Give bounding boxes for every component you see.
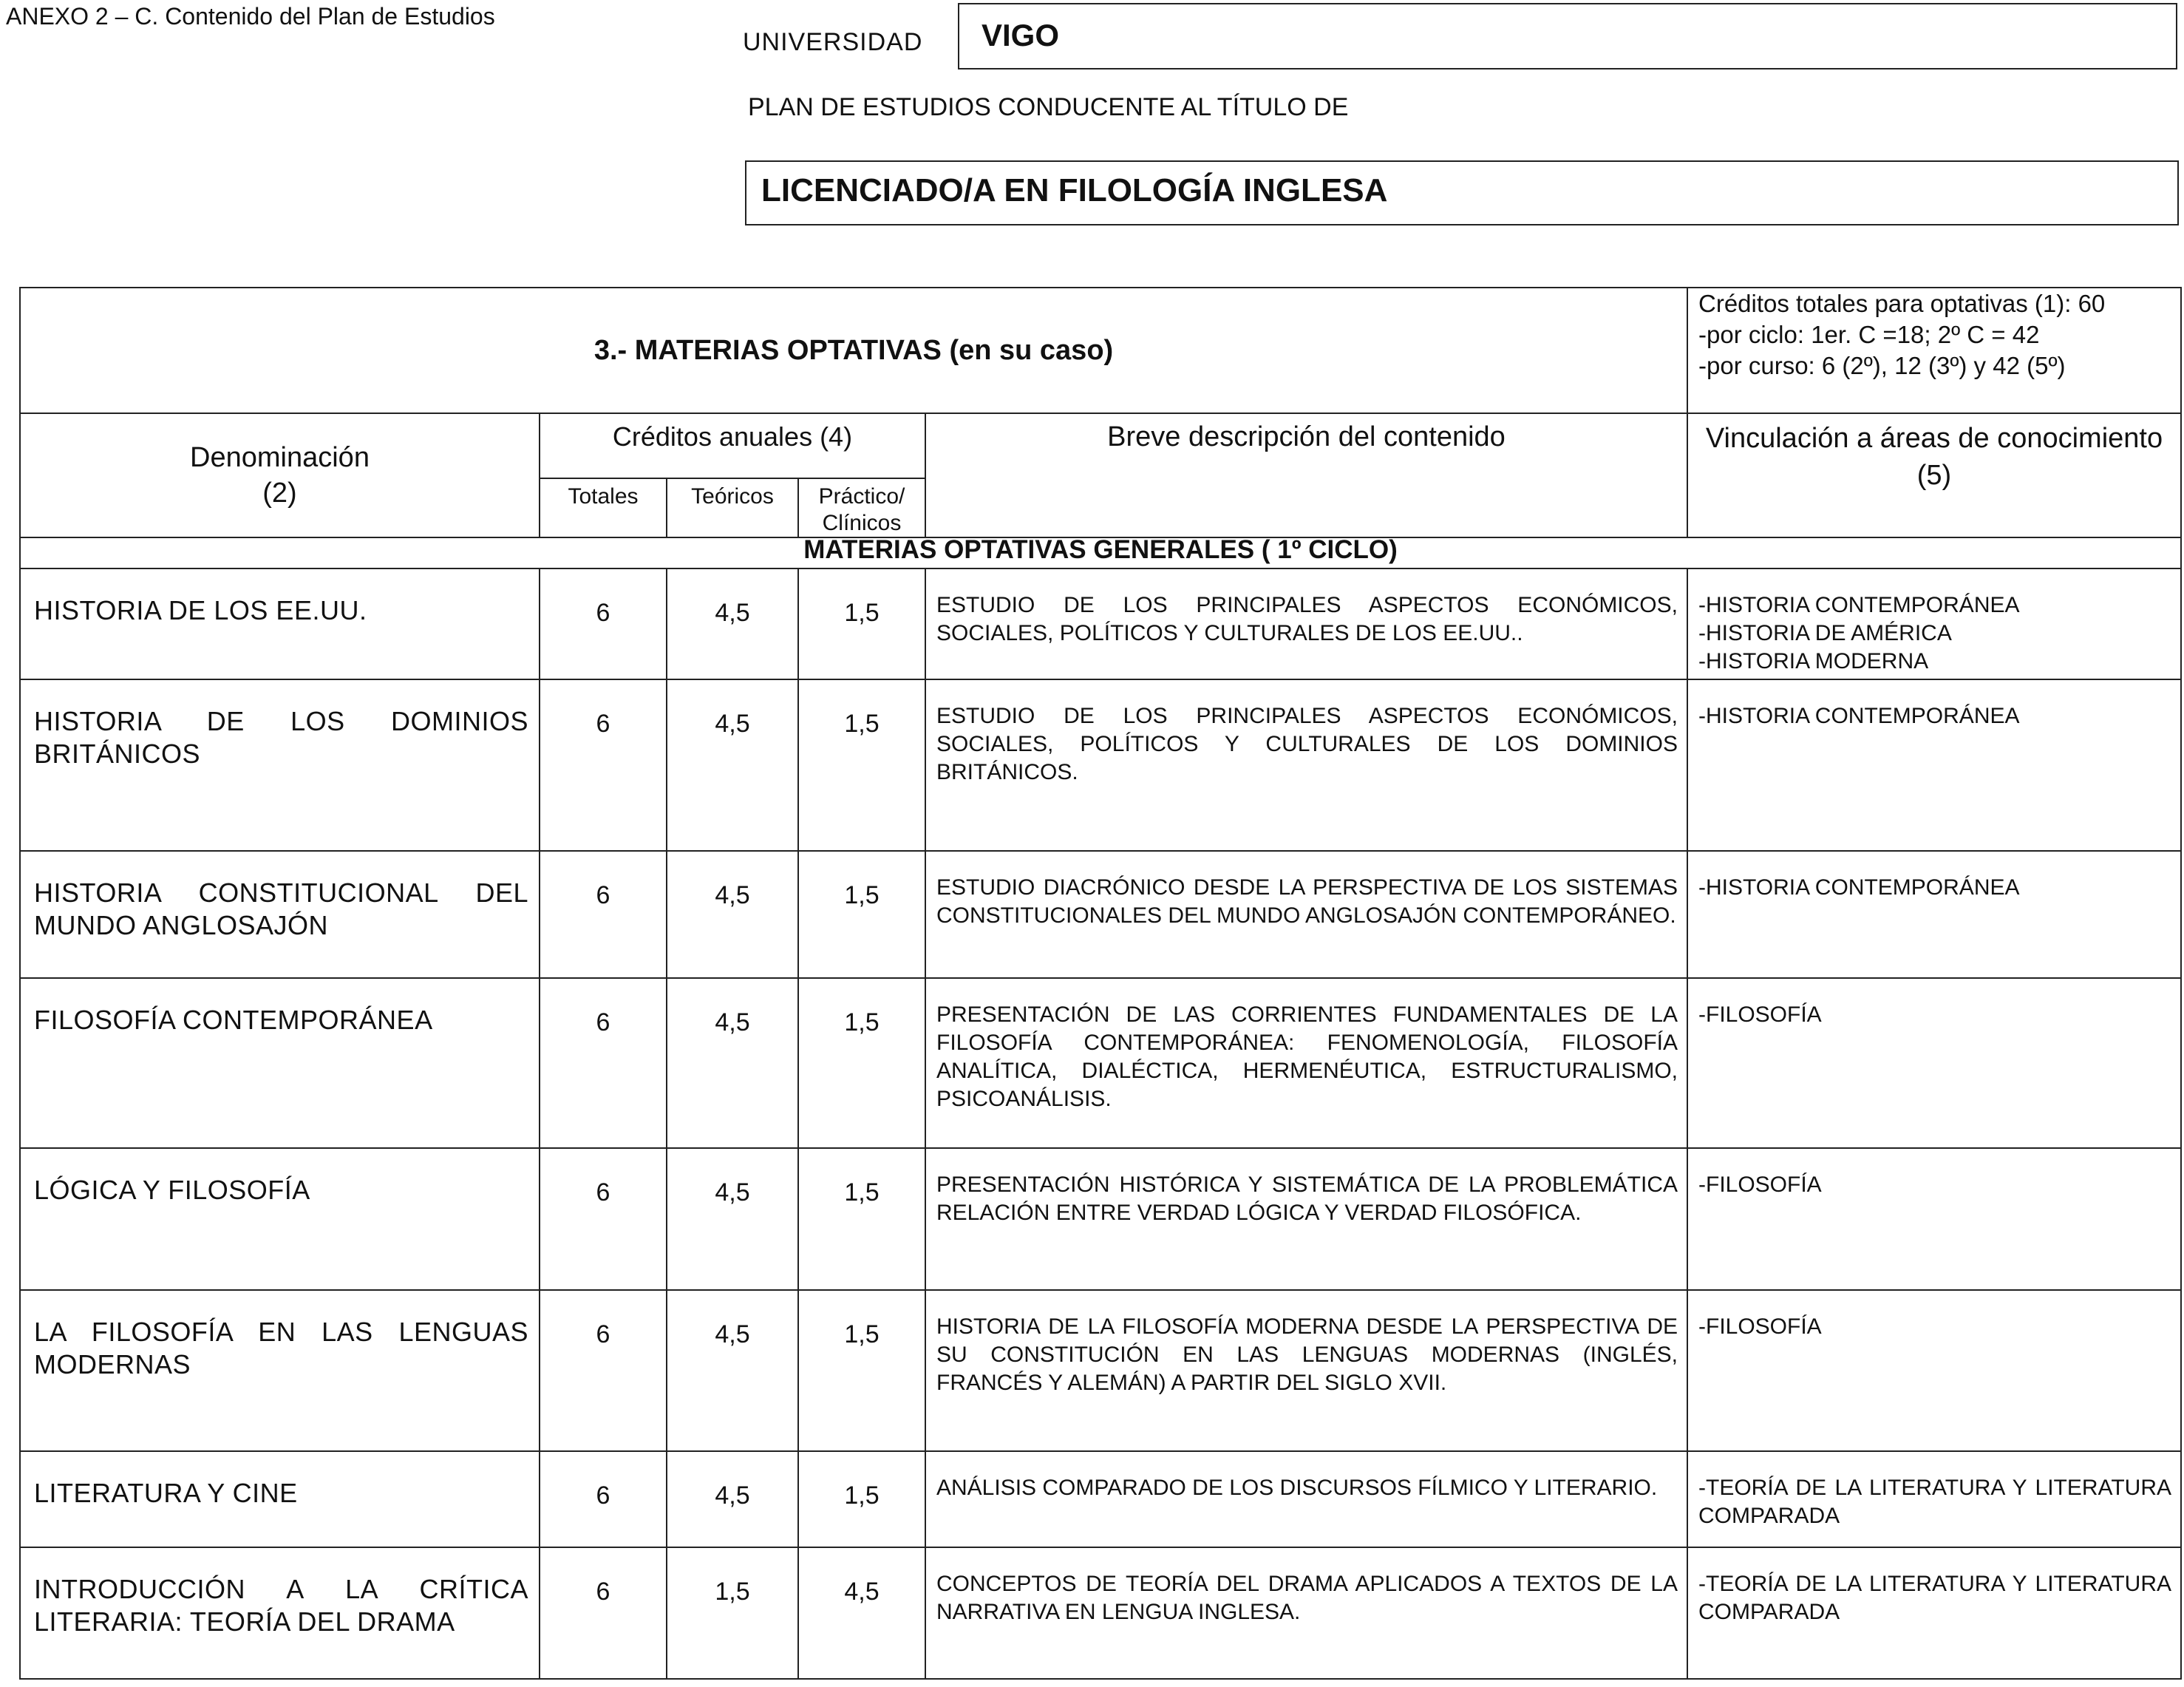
table-row [20,1547,2181,1679]
credits-practice: 1,5 [798,1290,925,1451]
credits-practice: 1,5 [798,851,925,978]
credits-total: 6 [540,1451,667,1547]
optativas-table [19,287,2182,1680]
section-title: 3.- MATERIAS OPTATIVAS (en su caso) [20,288,1687,413]
degree-title: LICENCIADO/A EN FILOLOGÍA INGLESA [745,160,2179,225]
subject-description: ESTUDIO DIACRÓNICO DESDE LA PERSPECTIVA DE LOS SISTEMAS CONSTITUCIONALES DEL MUNDO ANGLOSAJÓN CONTEMPORÁNEO. [925,851,1687,978]
table-row [20,568,2181,679]
credits-practice: 1,5 [798,679,925,851]
subject-name: HISTORIA DE LOS EE.UU. [20,568,540,679]
denominacion-note: (2) [262,478,297,509]
subject-description: HISTORIA DE LA FILOSOFÍA MODERNA DESDE LA PERSPECTIVA DE SU CONSTITUCIÓN EN LAS LENGUAS MODERNAS (INGLÉS, FRANCÉS Y ALEMÁN) A PARTIR DEL SIGLO XVII. [925,1290,1687,1451]
credit-totals-line: -por ciclo: 1er. C =18; 2º C = 42 [1698,321,2040,348]
knowledge-area: -HISTORIA DE AMÉRICA [1698,621,1952,645]
credits-theory: 4,5 [667,978,798,1148]
knowledge-area: -TEORÍA DE LA LITERATURA Y LITERATURA COMPARADA [1698,1476,2171,1528]
column-header-row [20,413,2181,478]
credits-theory: 4,5 [667,568,798,679]
knowledge-area: -TEORÍA DE LA LITERATURA Y LITERATURA COMPARADA [1698,1572,2171,1624]
plan-line: PLAN DE ESTUDIOS CONDUCENTE AL TÍTULO DE [748,93,1349,121]
knowledge-area: -HISTORIA CONTEMPORÁNEA [1698,875,2020,900]
subject-name: HISTORIA CONSTITUCIONAL DEL MUNDO ANGLOSAJÓN [20,851,540,978]
knowledge-areas [1687,851,2181,978]
credits-practice: 1,5 [798,1451,925,1547]
knowledge-area: -FILOSOFÍA [1698,1172,1822,1197]
credit-totals-line: Créditos totales para optativas (1): 60 [1698,290,2106,317]
subject-name: FILOSOFÍA CONTEMPORÁNEA [20,978,540,1148]
credits-theory: 4,5 [667,1148,798,1290]
table-row [20,1290,2181,1451]
annex-label: ANEXO 2 – C. Contenido del Plan de Estudios [6,3,495,30]
credits-practice: 4,5 [798,1547,925,1679]
table-row [20,679,2181,851]
knowledge-areas [1687,1148,2181,1290]
knowledge-areas [1687,679,2181,851]
credits-practice: 1,5 [798,1148,925,1290]
group-row [20,537,2181,568]
knowledge-areas [1687,1290,2181,1451]
credits-theory: 1,5 [667,1547,798,1679]
table-row [20,978,2181,1148]
credit-totals [1687,288,2181,413]
knowledge-areas [1687,568,2181,679]
credits-total: 6 [540,1547,667,1679]
knowledge-area: -HISTORIA MODERNA [1698,649,1929,673]
table-row [20,1148,2181,1290]
knowledge-area: -HISTORIA CONTEMPORÁNEA [1698,593,2020,617]
subject-name: LÓGICA Y FILOSOFÍA [20,1148,540,1290]
practicos-header: Práctico/ Clínicos [798,478,925,537]
subject-description: ANÁLISIS COMPARADO DE LOS DISCURSOS FÍLMICO Y LITERARIO. [925,1451,1687,1547]
subject-description: ESTUDIO DE LOS PRINCIPALES ASPECTOS ECONÓMICOS, SOCIALES, POLÍTICOS Y CULTURALES DE LOS DOMINIOS BRITÁNICOS. [925,679,1687,851]
section-header-row [20,288,2181,413]
denominacion-header [20,413,540,537]
subject-name: HISTORIA DE LOS DOMINIOS BRITÁNICOS [20,679,540,851]
credits-total: 6 [540,978,667,1148]
knowledge-area: -FILOSOFÍA [1698,1002,1822,1027]
subject-description: PRESENTACIÓN DE LAS CORRIENTES FUNDAMENTALES DE LA FILOSOFÍA CONTEMPORÁNEA: FENOMENOLOGÍA, FILOSOFÍA ANALÍTICA, DIALÉCTICA, HERMENÉUTICA, ESTRUCTURALISMO, PSICOANÁLISIS. [925,978,1687,1148]
subject-name: LITERATURA Y CINE [20,1451,540,1547]
credits-total: 6 [540,1148,667,1290]
subject-description: ESTUDIO DE LOS PRINCIPALES ASPECTOS ECONÓMICOS, SOCIALES, POLÍTICOS Y CULTURALES DE LOS EE.UU.. [925,568,1687,679]
universidad-name: VIGO [958,3,2177,69]
vinculacion-header: Vinculación a áreas de conocimiento (5) [1687,413,2181,537]
credits-total: 6 [540,851,667,978]
knowledge-area: -FILOSOFÍA [1698,1314,1822,1339]
subject-name: INTRODUCCIÓN A LA CRÍTICA LITERARIA: TEORÍA DEL DRAMA [20,1547,540,1679]
subject-name: LA FILOSOFÍA EN LAS LENGUAS MODERNAS [20,1290,540,1451]
credits-total: 6 [540,1290,667,1451]
table-row [20,851,2181,978]
credits-theory: 4,5 [667,1290,798,1451]
teoricos-header: Teóricos [667,478,798,537]
denominacion-label: Denominación [190,442,370,473]
descripcion-header: Breve descripción del contenido [925,413,1687,537]
subject-description: PRESENTACIÓN HISTÓRICA Y SISTEMÁTICA DE LA PROBLEMÁTICA RELACIÓN ENTRE VERDAD LÓGICA Y VERDAD FILOSÓFICA. [925,1148,1687,1290]
knowledge-areas [1687,1547,2181,1679]
credit-totals-line: -por curso: 6 (2º), 12 (3º) y 42 (5º) [1698,352,2066,379]
knowledge-areas [1687,978,2181,1148]
universidad-label: UNIVERSIDAD [743,28,923,56]
credits-theory: 4,5 [667,1451,798,1547]
credits-practice: 1,5 [798,568,925,679]
credits-total: 6 [540,568,667,679]
totales-header: Totales [540,478,667,537]
credits-theory: 4,5 [667,851,798,978]
creditos-header: Créditos anuales (4) [540,413,925,478]
knowledge-areas [1687,1451,2181,1547]
subject-description: CONCEPTOS DE TEORÍA DEL DRAMA APLICADOS A TEXTOS DE LA NARRATIVA EN LENGUA INGLESA. [925,1547,1687,1679]
credits-total: 6 [540,679,667,851]
group-label: MATERIAS OPTATIVAS GENERALES ( 1º CICLO) [20,537,2181,568]
table-row [20,1451,2181,1547]
credits-theory: 4,5 [667,679,798,851]
knowledge-area: -HISTORIA CONTEMPORÁNEA [1698,704,2020,728]
credits-practice: 1,5 [798,978,925,1148]
